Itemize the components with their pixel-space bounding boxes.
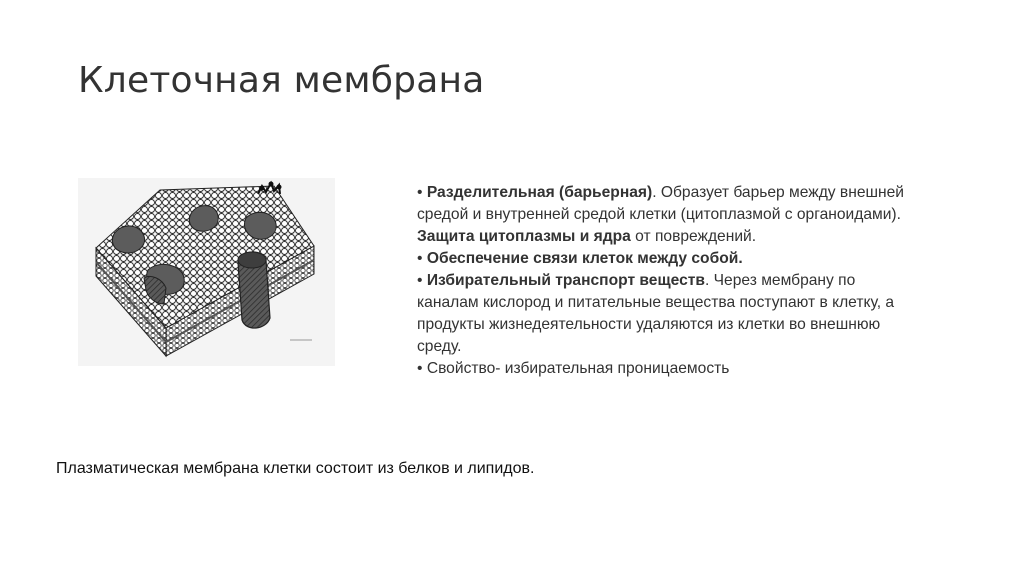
function-text: . Через мембрану по каналам кислород и питательные вещества поступают в клетку, а продукты жизнедеятельности удаляются из клетки во внешнюю среду.	[417, 272, 895, 355]
protein-shape	[189, 206, 218, 232]
function-title: Обеспечение связи клеток между собой.	[426, 250, 743, 267]
function-text: . Образует барьер между внешней средой и внутренней средой клетки (цитоплазмой с органоидами).	[417, 184, 904, 223]
function-highlight: Защита цитоплазмы и ядра	[417, 228, 631, 245]
bullet-icon: •	[417, 272, 423, 289]
function-text: от повреждений.	[630, 228, 757, 245]
function-title: Избирательный транспорт веществ	[426, 272, 705, 289]
function-text: Свойство- избирательная проницаемость	[426, 360, 730, 377]
cell-membrane-icon	[78, 178, 335, 366]
function-title: Разделительная (барьерная)	[426, 184, 653, 201]
list-item	[417, 270, 917, 358]
bullet-icon: •	[417, 250, 423, 267]
list-item	[417, 182, 917, 248]
list-item	[417, 248, 917, 270]
membrane-composition-note: Плазматическая мембрана клетки состоит из белков и липидов.	[56, 460, 535, 477]
bullet-icon: •	[417, 360, 423, 377]
functions-list	[417, 182, 917, 380]
cell-membrane-figure	[78, 178, 335, 366]
slide-title: Клеточная мембрана	[78, 60, 485, 101]
protein-shape	[112, 226, 144, 253]
protein-shape	[244, 212, 276, 239]
list-item	[417, 358, 917, 380]
bullet-icon: •	[417, 184, 423, 201]
channel-protein-top	[238, 252, 266, 268]
